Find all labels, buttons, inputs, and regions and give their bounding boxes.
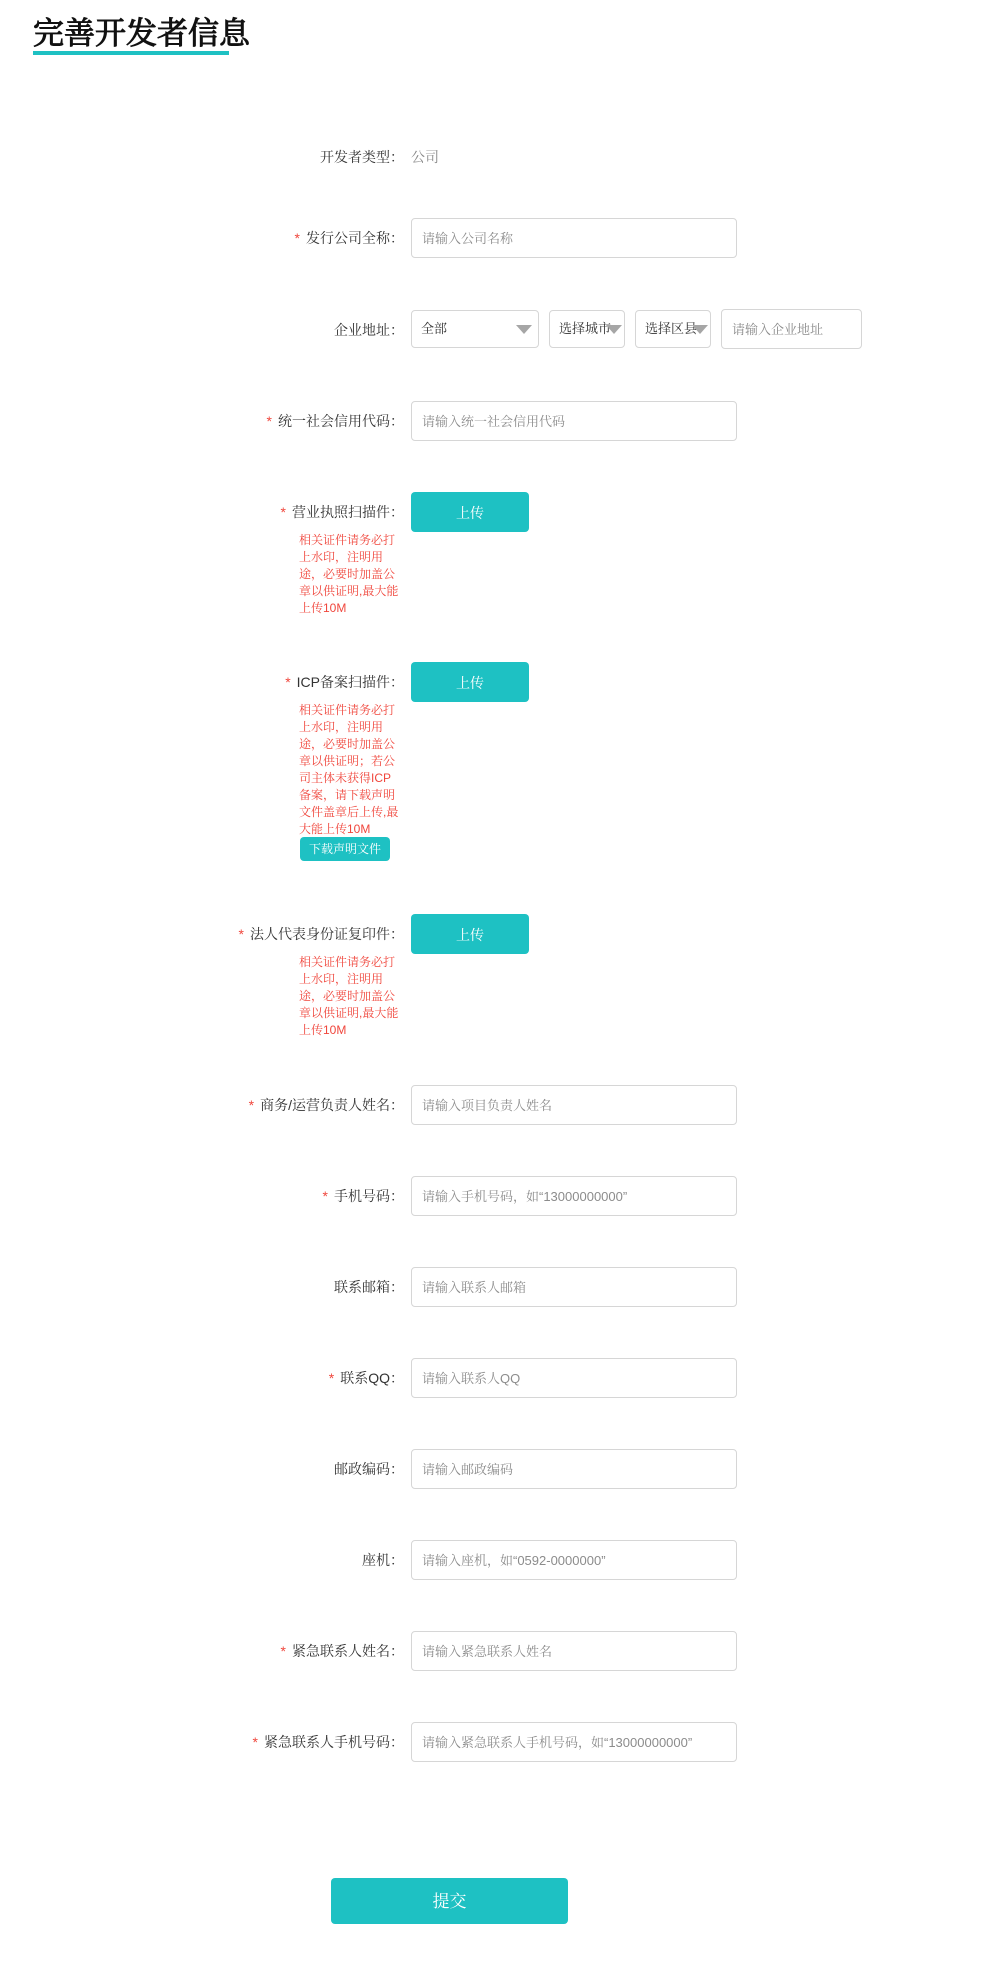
credit-code-input[interactable] [411, 401, 737, 441]
developer-type-label: 开发者类型： [320, 149, 404, 165]
chevron-down-icon [692, 325, 708, 334]
developer-type-value: 公司 [411, 149, 439, 165]
emergency-mobile-label: * 紧急联系人手机号码： [252, 1734, 404, 1750]
mobile-input[interactable] [411, 1176, 737, 1216]
postcode-input[interactable] [411, 1449, 737, 1489]
credit-code-label: * 统一社会信用代码： [266, 413, 404, 429]
city-select[interactable] [549, 310, 625, 348]
required-mark: * [252, 1734, 258, 1750]
page-title: 完善开发者信息 [33, 16, 250, 51]
qq-label: * 联系QQ： [328, 1370, 404, 1386]
address-label: 企业地址： [334, 322, 404, 338]
required-mark: * [280, 1643, 286, 1659]
contact-name-label: * 商务/运营负责人姓名： [248, 1097, 404, 1113]
province-select-value: 全部 [421, 321, 448, 336]
mobile-label: * 手机号码： [322, 1188, 404, 1204]
contact-name-input[interactable] [411, 1085, 737, 1125]
required-mark: * [280, 504, 286, 520]
landline-input[interactable] [411, 1540, 737, 1580]
required-mark: * [266, 413, 272, 429]
submit-button[interactable]: 提交 [331, 1878, 568, 1924]
required-mark: * [238, 926, 244, 942]
postcode-label: 邮政编码： [334, 1461, 404, 1477]
emergency-mobile-input[interactable] [411, 1722, 737, 1762]
province-select[interactable] [411, 310, 539, 348]
icp-label: * ICP备案扫描件： [285, 674, 404, 690]
required-mark: * [328, 1370, 335, 1386]
required-mark: * [248, 1097, 255, 1113]
email-input[interactable] [411, 1267, 737, 1307]
qq-input[interactable] [411, 1358, 737, 1398]
email-label: 联系邮箱： [334, 1279, 404, 1295]
business-license-label: * 营业执照扫描件： [280, 504, 404, 520]
company-name-input[interactable] [411, 218, 737, 258]
chevron-down-icon [606, 325, 622, 334]
legal-id-upload-button[interactable]: 上传 [411, 914, 529, 954]
legal-id-label: * 法人代表身份证复印件： [238, 926, 404, 942]
chevron-down-icon [516, 325, 532, 334]
emergency-name-input[interactable] [411, 1631, 737, 1671]
district-select-value: 选择区县 [645, 321, 698, 336]
title-underline [33, 51, 229, 55]
required-mark: * [322, 1188, 328, 1204]
district-select[interactable] [635, 310, 711, 348]
icp-upload-button[interactable]: 上传 [411, 662, 529, 702]
required-mark: * [294, 230, 300, 246]
required-mark: * [285, 674, 291, 690]
icp-note: 相关证件请务必打上水印，注明用途，必要时加盖公章以供证明；若公司主体未获得ICP备案，请下载声明文件盖章后上传,最大能上传10M [299, 703, 399, 836]
address-detail-input[interactable] [721, 309, 862, 349]
landline-label: 座机： [362, 1552, 404, 1568]
download-statement-button[interactable]: 下载声明文件 [300, 837, 390, 861]
city-select-value: 选择城市 [559, 321, 612, 336]
business-license-note: 相关证件请务必打上水印，注明用途，必要时加盖公章以供证明,最大能上传10M [299, 533, 399, 615]
legal-id-note: 相关证件请务必打上水印，注明用途，必要时加盖公章以供证明,最大能上传10M [299, 955, 399, 1037]
emergency-name-label: * 紧急联系人姓名： [280, 1643, 404, 1659]
company-name-label: * 发行公司全称： [294, 230, 404, 246]
business-license-upload-button[interactable]: 上传 [411, 492, 529, 532]
